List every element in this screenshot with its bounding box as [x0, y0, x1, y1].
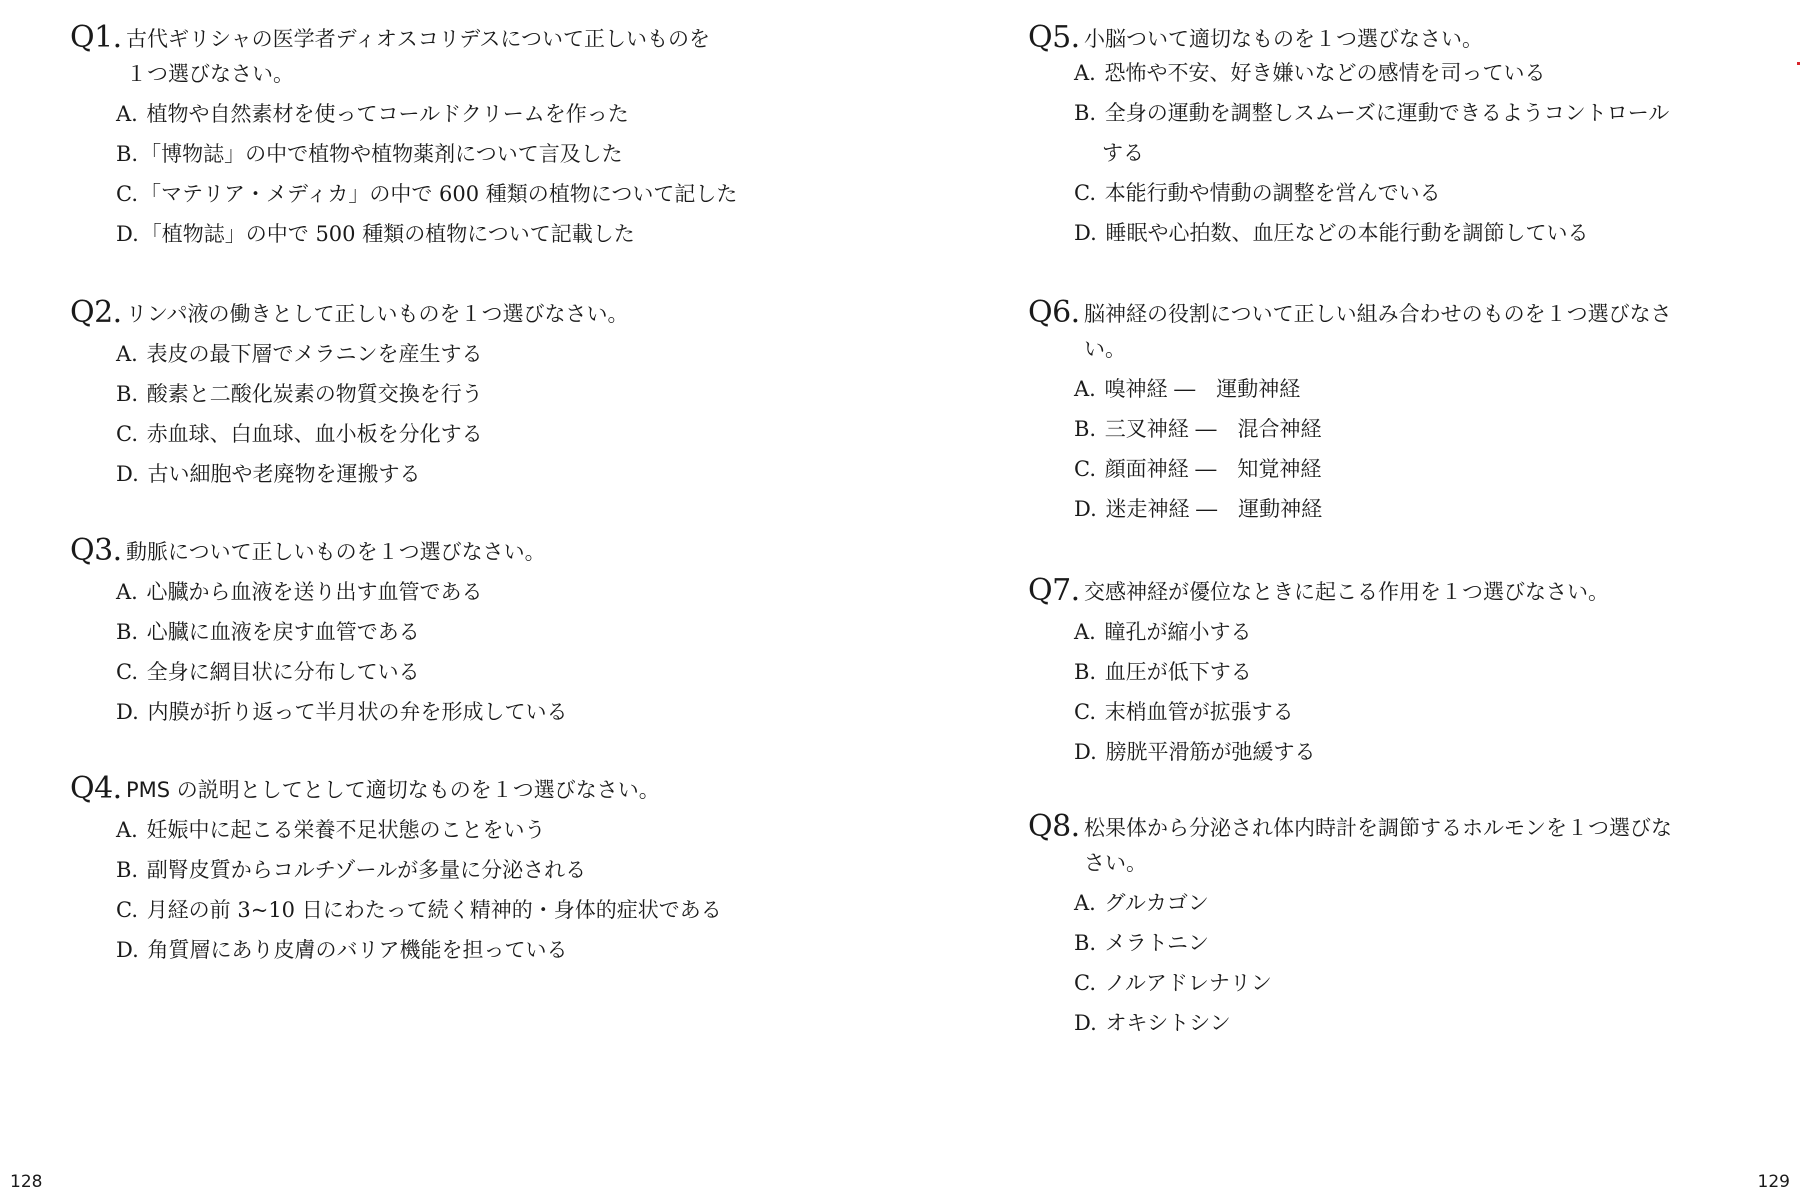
question-q7 — [1028, 573, 1788, 772]
question-number: Q4. — [70, 771, 122, 806]
answer-option-a — [116, 94, 776, 134]
answer-options — [1028, 53, 1788, 253]
option-text-continued: する — [1102, 141, 1144, 165]
answer-options — [70, 334, 830, 494]
answer-option-b — [116, 134, 776, 174]
answer-options — [70, 810, 830, 970]
answer-option-d — [1074, 732, 1734, 772]
question-text-line: 小脳ついて適切なものを１つ選びなさい。 — [1084, 27, 1483, 51]
option-letter: B. — [116, 620, 139, 644]
answer-option-c — [1074, 173, 1734, 213]
option-letter: B. — [116, 382, 139, 406]
question-text — [126, 533, 766, 570]
question-text-line: 松果体から分泌され体内時計を調節するホルモンを１つ選びな — [1084, 816, 1672, 840]
option-text: 血圧が低下する — [1104, 660, 1252, 684]
question-text-line: 動脈について正しいものを１つ選びなさい。 — [126, 540, 546, 564]
option-text: 全身に網目状に分布している — [146, 660, 420, 684]
option-text: 心臓に血液を戻す血管である — [146, 620, 420, 644]
option-text: 植物や自然素材を使ってコールドクリームを作った — [146, 102, 629, 126]
answer-option-a — [1074, 369, 1734, 409]
option-letter: D. — [1074, 740, 1097, 764]
answer-option-b — [1074, 923, 1734, 963]
answer-option-a — [116, 334, 776, 374]
answer-options — [1028, 369, 1788, 529]
answer-option-d — [1074, 213, 1734, 253]
option-letter: D. — [116, 222, 139, 246]
answer-option-a — [1074, 612, 1734, 652]
answer-option-b — [116, 374, 776, 414]
answer-options — [1028, 883, 1788, 1043]
option-letter: D. — [1074, 497, 1097, 521]
page-number-right: 129 — [1757, 1172, 1790, 1192]
answer-option-d — [1074, 1003, 1734, 1043]
option-letter: D. — [1074, 221, 1097, 245]
question-text — [1084, 295, 1724, 367]
question-text-line: 脳神経の役割について正しい組み合わせのものを１つ選びなさ — [1084, 302, 1672, 326]
option-text: 膀胱平滑筋が弛緩する — [1105, 740, 1316, 764]
option-text: メラトニン — [1104, 931, 1209, 955]
option-text: 本能行動や情動の調整を営んでいる — [1104, 181, 1441, 205]
answer-option-c — [116, 174, 776, 214]
question-text — [1084, 809, 1724, 881]
answer-option-b — [1074, 93, 1734, 173]
option-text: 妊娠中に起こる栄養不足状態のことをいう — [146, 818, 546, 842]
question-text-line: い。 — [1084, 337, 1126, 361]
option-text: 末梢血管が拡張する — [1104, 700, 1294, 724]
question-number: Q8. — [1028, 809, 1080, 844]
option-letter: D. — [116, 462, 139, 486]
question-q4 — [70, 771, 830, 970]
question-q6 — [1028, 295, 1788, 529]
answer-option-b — [116, 612, 776, 652]
option-text: ノルアドレナリン — [1104, 971, 1272, 995]
question-text-line: PMS の説明としてとして適切なものを１つ選びなさい。 — [126, 778, 660, 802]
question-q2 — [70, 295, 830, 494]
question-q8 — [1028, 809, 1788, 1043]
option-text: 全身の運動を調整しスムーズに運動できるようコントロール — [1104, 101, 1670, 125]
option-text: 角質層にあり皮膚のバリア機能を担っている — [147, 938, 568, 962]
question-text — [126, 771, 766, 808]
option-text: 「植物誌」の中で 500 種類の植物について記載した — [140, 222, 635, 246]
option-text: 表皮の最下層でメラニンを産生する — [146, 342, 483, 366]
question-header — [70, 20, 830, 92]
right-page — [900, 0, 1800, 1200]
answer-option-c — [1074, 692, 1734, 732]
option-text: 心臓から血液を送り出す血管である — [146, 580, 483, 604]
option-letter: C. — [116, 660, 138, 684]
option-letter: A. — [1074, 891, 1096, 915]
question-number: Q7. — [1028, 573, 1080, 608]
answer-option-c — [116, 652, 776, 692]
answer-option-a — [1074, 883, 1734, 923]
option-text: 副腎皮質からコルチゾールが多量に分泌される — [146, 858, 587, 882]
option-letter: D. — [116, 700, 139, 724]
option-letter: A. — [116, 818, 138, 842]
answer-option-c — [1074, 963, 1734, 1003]
option-text: 瞳孔が縮小する — [1104, 620, 1252, 644]
option-letter: B. — [116, 858, 139, 882]
answer-option-d — [116, 930, 776, 970]
answer-option-a — [1074, 53, 1734, 93]
option-letter: B. — [1074, 660, 1097, 684]
question-header — [1028, 573, 1788, 610]
question-text — [126, 20, 766, 92]
question-text-line: 古代ギリシャの医学者ディオスコリデスについて正しいものを — [126, 27, 711, 51]
question-header — [70, 771, 830, 808]
question-q5 — [1028, 20, 1788, 253]
option-text: 月経の前 3~10 日にわたって続く精神的・身体的症状である — [146, 898, 722, 922]
question-text-line: 交感神経が優位なときに起こる作用を１つ選びなさい。 — [1084, 580, 1609, 604]
answer-option-b — [1074, 652, 1734, 692]
answer-option-b — [116, 850, 776, 890]
answer-options — [70, 94, 830, 254]
option-letter: A. — [116, 342, 138, 366]
option-text: 睡眠や心拍数、血圧などの本能行動を調節している — [1105, 221, 1589, 245]
option-letter: D. — [116, 938, 139, 962]
option-text: 恐怖や不安、好き嫌いなどの感情を司っている — [1104, 61, 1546, 85]
option-text: 嗅神経 ― 運動神経 — [1104, 377, 1301, 401]
answer-option-c — [116, 890, 776, 930]
option-text: グルカゴン — [1104, 891, 1209, 915]
question-text — [126, 295, 766, 332]
question-number: Q3. — [70, 533, 122, 568]
question-header — [70, 533, 830, 570]
option-letter: B. — [1074, 417, 1097, 441]
option-text: オキシトシン — [1105, 1011, 1231, 1035]
question-header — [1028, 20, 1788, 57]
answer-options — [70, 572, 830, 732]
option-text: 「博物誌」の中で植物や植物薬剤について言及した — [140, 142, 623, 166]
question-number: Q1. — [70, 20, 122, 55]
option-letter: C. — [1074, 971, 1096, 995]
option-text: 三叉神経 ― 混合神経 — [1104, 417, 1322, 441]
question-text-line: さい。 — [1084, 851, 1147, 875]
page-number-left: 128 — [10, 1172, 43, 1192]
question-text — [1084, 20, 1724, 57]
option-text: 赤血球、白血球、血小板を分化する — [146, 422, 483, 446]
answer-option-c — [1074, 449, 1734, 489]
question-header — [1028, 809, 1788, 881]
option-letter: A. — [116, 102, 138, 126]
answer-option-a — [116, 572, 776, 612]
option-text: 顔面神経 ― 知覚神経 — [1104, 457, 1322, 481]
option-letter: C. — [1074, 457, 1096, 481]
option-letter: A. — [116, 580, 138, 604]
answer-option-d — [116, 692, 776, 732]
option-letter: C. — [116, 182, 138, 206]
question-text-line: １つ選びなさい。 — [126, 62, 294, 86]
answer-option-d — [116, 454, 776, 494]
answer-option-c — [116, 414, 776, 454]
option-text: 「マテリア・メディカ」の中で 600 種類の植物について記した — [140, 182, 738, 206]
question-text-line: リンパ液の働きとして正しいものを１つ選びなさい。 — [126, 302, 629, 326]
question-q3 — [70, 533, 830, 732]
option-letter: C. — [116, 898, 138, 922]
question-header — [70, 295, 830, 332]
option-letter: D. — [1074, 1011, 1097, 1035]
option-letter: C. — [1074, 181, 1096, 205]
answer-option-d — [116, 214, 776, 254]
question-number: Q2. — [70, 295, 122, 330]
answer-option-b — [1074, 409, 1734, 449]
option-letter: C. — [116, 422, 138, 446]
option-text: 内膜が折り返って半月状の弁を形成している — [147, 700, 568, 724]
answer-option-a — [116, 810, 776, 850]
question-number: Q6. — [1028, 295, 1080, 330]
option-letter: A. — [1074, 620, 1096, 644]
option-letter: B. — [116, 142, 139, 166]
option-letter: A. — [1074, 377, 1096, 401]
option-text: 酸素と二酸化炭素の物質交換を行う — [146, 382, 483, 406]
option-text: 迷走神経 ― 運動神経 — [1105, 497, 1323, 521]
answer-options — [1028, 612, 1788, 772]
option-letter: B. — [1074, 931, 1097, 955]
answer-option-d — [1074, 489, 1734, 529]
question-header — [1028, 295, 1788, 367]
option-letter: B. — [1074, 101, 1097, 125]
option-letter: A. — [1074, 61, 1096, 85]
question-text — [1084, 573, 1724, 610]
option-text: 古い細胞や老廃物を運搬する — [147, 462, 421, 486]
question-number: Q5. — [1028, 20, 1080, 55]
question-q1 — [70, 20, 830, 254]
option-letter: C. — [1074, 700, 1096, 724]
